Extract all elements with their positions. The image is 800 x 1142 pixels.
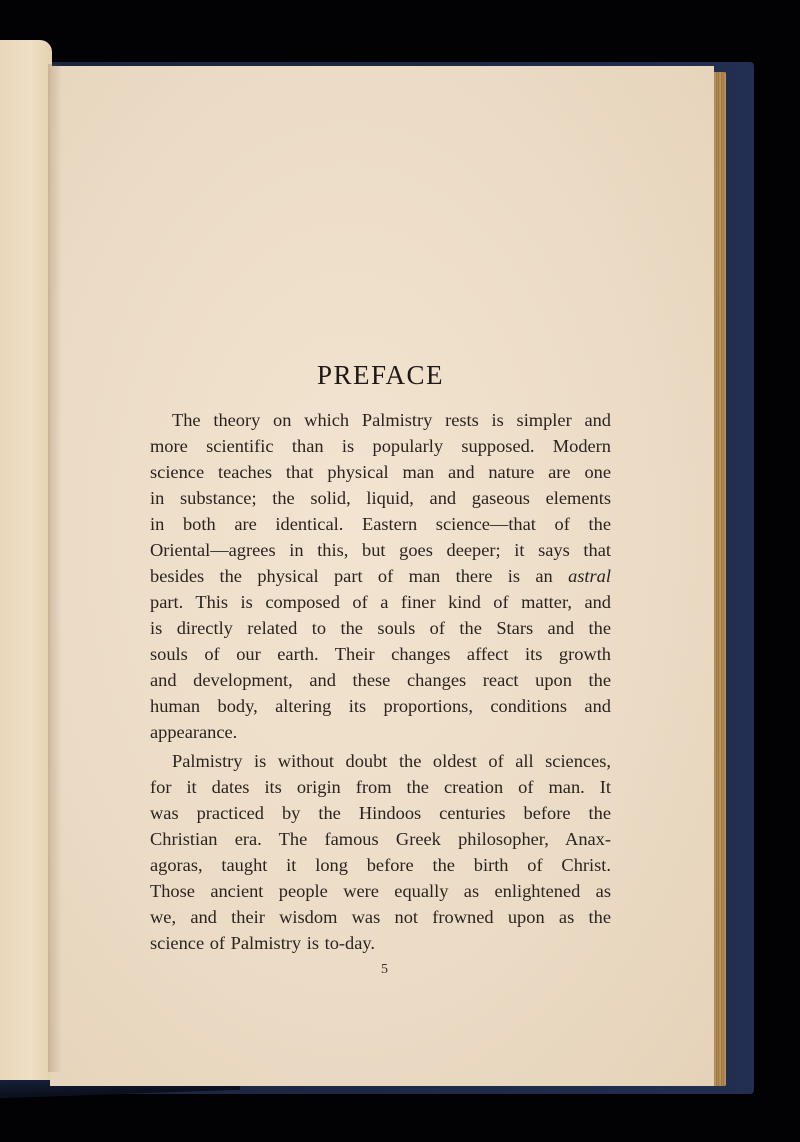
- gutter-shadow: [48, 64, 62, 1072]
- text-line: The theory on which Palmistry rests is simpler and: [172, 410, 611, 430]
- text-fragment: besides the physical part of man there is an: [150, 566, 569, 586]
- text-line: human body, altering its proportions, conditions and: [150, 696, 611, 716]
- page-number: 5: [381, 962, 388, 977]
- text-line: Christian era. The famous Greek philosopher, Anax-: [150, 829, 611, 849]
- page-title: PREFACE: [316, 360, 445, 390]
- text-line: Palmistry is without doubt the oldest of all sciences,: [172, 751, 611, 771]
- text-line: agoras, taught it long before the birth of Christ.: [150, 855, 611, 875]
- text-line: souls of our earth. Their changes affect its growth: [150, 644, 611, 664]
- text-line: is directly related to the souls of the Stars and the: [150, 618, 611, 638]
- text-line: Those ancient people were equally as enlightened as: [150, 881, 611, 901]
- paragraph-1: [150, 407, 611, 745]
- italic-word: astral: [568, 566, 611, 586]
- text-line: appearance.: [150, 722, 238, 742]
- text-line: was practiced by the Hindoos centuries before the: [150, 803, 611, 823]
- gilt-page-edges: [712, 72, 726, 1086]
- book-page: [50, 66, 714, 1086]
- paragraph-2: [150, 748, 611, 956]
- text-line: part. This is composed of a finer kind of matter, and: [150, 592, 611, 612]
- text-line: in substance; the solid, liquid, and gaseous elements: [150, 488, 611, 508]
- text-line: we, and their wisdom was not frowned upon as the: [150, 907, 611, 927]
- text-line-with-italic: [150, 563, 611, 589]
- facing-page-edge: [0, 40, 52, 1080]
- text-line: more scientific than is popularly supposed. Modern: [150, 436, 611, 456]
- text-line: and development, and these changes react upon the: [150, 670, 611, 690]
- text-line: Oriental—agrees in this, but goes deeper; it says that: [150, 540, 611, 560]
- text-line: for it dates its origin from the creation of man. It: [150, 777, 611, 797]
- text-line: science of Palmistry is to-day.: [150, 933, 375, 953]
- text-line: in both are identical. Eastern science—that of the: [150, 514, 611, 534]
- text-line: science teaches that physical man and nature are one: [150, 462, 611, 482]
- page-content: [150, 360, 611, 978]
